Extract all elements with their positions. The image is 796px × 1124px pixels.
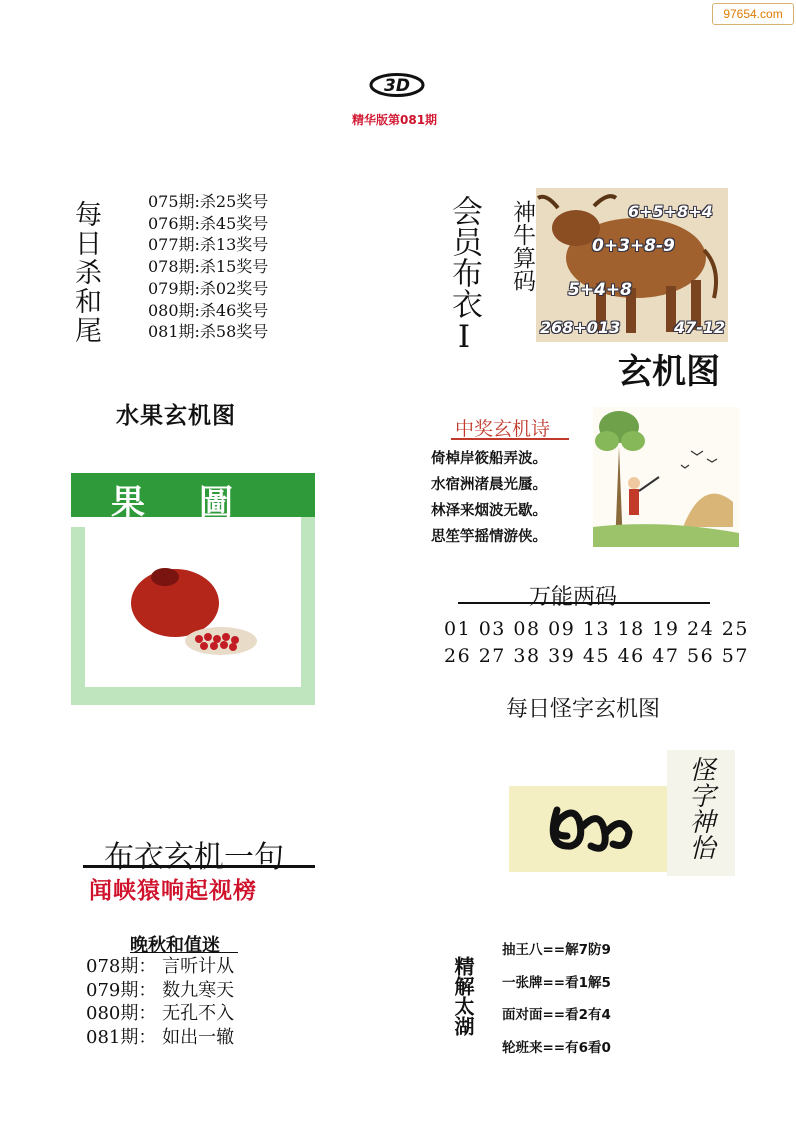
bull-number: 5+4+8	[568, 280, 632, 300]
list-item: 078期:杀15奖号	[148, 257, 269, 277]
taihu-lines	[502, 934, 611, 1064]
bull-title: 神牛算码	[509, 200, 535, 292]
logo-text: 3D	[384, 76, 410, 96]
xuanji-caption: 玄机图	[618, 352, 720, 392]
number-row: 01 03 08 09 13 18 19 24 25	[444, 618, 749, 640]
bull-number: 268+013	[540, 318, 621, 337]
poem-line: 思笙竽摇情游侠。	[431, 529, 547, 545]
strange-char-image	[509, 750, 735, 876]
strange-char-title: 每日怪字玄机图	[506, 697, 661, 722]
list-item: 075期:杀25奖号	[148, 192, 269, 211]
two-codes-title: 万能两码	[529, 585, 618, 610]
poem-line: 水宿洲渚晨光蜃。	[431, 477, 547, 493]
list-item: 080期:杀46奖号	[148, 300, 269, 320]
riddle-title-underline	[130, 952, 238, 953]
list-item: 077期:杀13奖号	[148, 235, 269, 255]
riddle-title: 晚秋和值迷	[130, 935, 220, 956]
poem-illustration	[593, 407, 739, 547]
taihu-line: 抽王八==解7防9	[502, 942, 611, 958]
edition-label: 精华版第081期	[352, 113, 438, 127]
fruit-image	[71, 473, 315, 705]
poem-title: 中奖玄机诗	[455, 418, 551, 440]
bull-image	[536, 188, 728, 342]
taihu-line: 一张牌==看1解5	[502, 974, 611, 991]
strange-char-label: 怪字神怡	[685, 756, 715, 860]
list-item: 079期:杀02奖号	[148, 278, 269, 298]
riddle-line: 078期： 言听计从	[86, 956, 235, 977]
3d-logo	[369, 72, 425, 98]
poem-line: 林泽来烟波无歇。	[431, 503, 547, 519]
two-codes-rule	[458, 602, 710, 604]
buyi-sentence-rule	[83, 865, 315, 868]
member-title: 会员布衣Ⅰ	[446, 195, 482, 355]
list-item: 081期:杀58奖号	[148, 322, 269, 342]
taihu-title: 精解太湖	[451, 956, 475, 1036]
poem-lines	[431, 446, 547, 550]
kill-tail-title: 每日杀和尾	[70, 200, 101, 345]
riddle-line: 081期： 如出一辙	[86, 1026, 235, 1048]
bull-number: 0+3+8-9	[592, 236, 675, 256]
riddle-lines	[86, 955, 234, 1049]
poem-title-underline	[451, 438, 569, 440]
two-codes-numbers	[444, 616, 749, 670]
riddle-line: 080期： 无孔不入	[86, 1003, 235, 1024]
fruit-banner: 果圖	[111, 483, 287, 523]
buyi-sentence-text: 闻峡猿响起视榜	[89, 878, 257, 904]
taihu-line: 面对面==看2有4	[502, 1007, 611, 1023]
bull-number: 6+5+8+4	[628, 202, 713, 221]
bull-number: 47-12	[674, 318, 726, 337]
list-item: 076期:杀45奖号	[148, 213, 269, 233]
kill-tail-list	[148, 191, 268, 343]
buyi-sentence-title: 布衣玄机一句	[104, 840, 284, 875]
poem-line: 倚棹岸筱船弄波。	[431, 451, 547, 467]
fruit-title: 水果玄机图	[116, 403, 236, 429]
taihu-line: 轮班来==有6看0	[502, 1039, 611, 1056]
number-row: 26 27 38 39 45 46 47 56 57	[444, 645, 749, 667]
riddle-line: 079期： 数九寒天	[86, 979, 235, 1001]
site-watermark: 97654.com	[712, 3, 794, 25]
